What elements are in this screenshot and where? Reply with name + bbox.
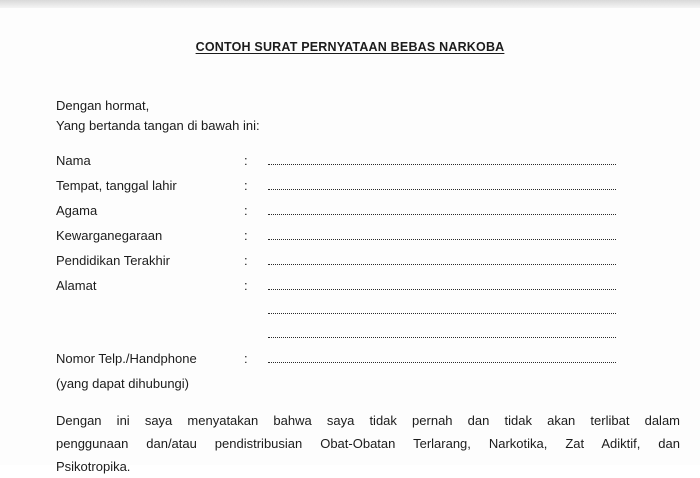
fill-line-telepon (268, 360, 616, 363)
statement-line-1: Dengan ini saya menyatakan bahwa saya tidak pernah dan tidak akan terlibat dalam (56, 413, 680, 428)
fill-line-agama (268, 212, 616, 215)
fill-line-ttl (268, 187, 616, 190)
fill-line-alamat-3 (268, 335, 616, 338)
scan-edge (0, 0, 700, 8)
field-label-alamat: Alamat (56, 278, 97, 293)
fill-line-alamat-1 (268, 287, 616, 290)
field-label-nama: Nama (56, 153, 91, 168)
phone-note: (yang dapat dihubungi) (56, 376, 189, 391)
field-colon: : (244, 278, 248, 293)
statement-line-3: Psikotropika. (56, 459, 131, 474)
field-colon: : (244, 178, 248, 193)
fill-line-alamat-2 (268, 311, 616, 314)
fill-line-nama (268, 162, 616, 165)
field-colon: : (244, 153, 248, 168)
field-label-agama: Agama (56, 203, 98, 218)
field-label-ttl: Tempat, tanggal lahir (56, 178, 177, 193)
fill-line-pendidikan (268, 262, 616, 265)
field-label-telepon: Nomor Telp./Handphone (56, 351, 197, 366)
field-colon: : (244, 253, 248, 268)
statement-line-2: penggunaan dan/atau pendistribusian Obat-Obatan Terlarang, Narkotika, Zat Adiktif, dan (56, 436, 680, 451)
field-label-kewarganegaraan: Kewarganegaraan (56, 228, 163, 243)
field-colon: : (244, 351, 248, 366)
intro-text: Yang bertanda tangan di bawah ini: (56, 118, 260, 133)
document-title: CONTOH SURAT PERNYATAAN BEBAS NARKOBA (195, 40, 505, 54)
field-label-pendidikan: Pendidikan Terakhir (56, 253, 170, 268)
greeting: Dengan hormat, (56, 98, 150, 113)
fill-line-kewarganegaraan (268, 237, 616, 240)
field-colon: : (244, 228, 248, 243)
field-colon: : (244, 203, 248, 218)
